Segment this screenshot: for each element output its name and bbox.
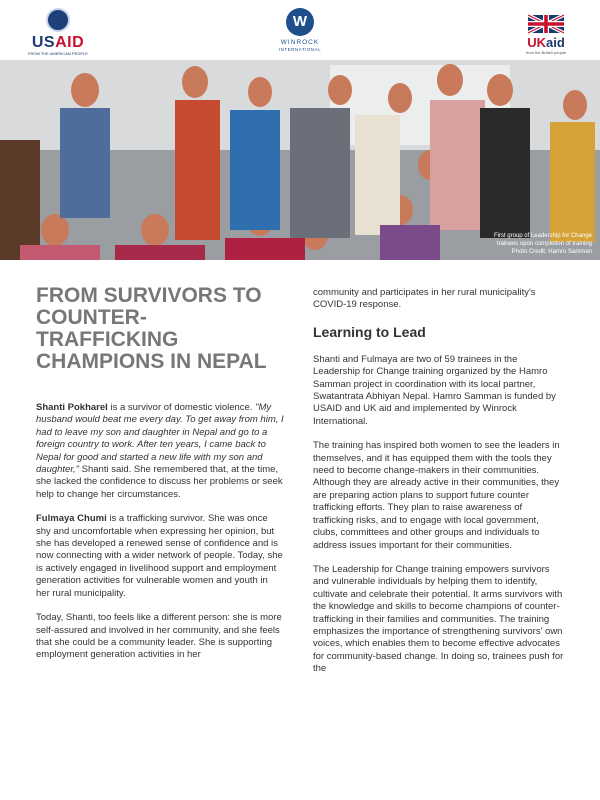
left-column: [36, 402, 284, 674]
winrock-logo: [270, 8, 330, 53]
group-photo-image: [0, 60, 600, 260]
photo-caption: First group of Leadership for Change trainees upon completion of training Photo Credit: Hamro Samman: [493, 233, 592, 255]
usaid-tagline: FROM THE AMERICAN PEOPLE: [28, 51, 88, 56]
paragraph-today: Today, Shanti, too feels like a different person: she is more self-assured and involved in her community, and she feels that she could be a community leader. She is supporting employment generation activities in her: [36, 612, 282, 661]
ukaid-logo: [524, 12, 568, 55]
ukaid-tagline: from the British people: [525, 50, 567, 55]
paragraph-training-inspired: The training has inspired both women to see the leaders in themselves, and it has equipped them with the tools they need to become change-makers in their communities. Although they are already active in their communities, they are preparing action plans to support future counter trafficking efforts. They plan to raise awareness of trafficking risks, and to engage with local government, clubs, committees and other groups and individuals to address issues important for their communities.: [313, 440, 560, 551]
usaid-us: US: [31, 34, 56, 51]
union-jack-flag-icon: [528, 12, 564, 36]
winrock-sub: INTERNATIONAL: [278, 47, 322, 52]
paragraph-continued: community and participates in her rural municipality's COVID-19 response.: [313, 287, 536, 311]
group-photo: [0, 60, 600, 260]
usaid-seal-icon: [46, 8, 70, 32]
winrock-mark: W: [286, 8, 314, 36]
right-column: [313, 287, 565, 688]
paragraph-fulmaya: Fulmaya Chumi is a trafficking survivor. She was once shy and uncomfortable when expressing her opinion, but she has developed a renewed sense of confidence and is now connecting with a wider network of people. Today, she is actively engaged in livelihood support and employment generation activities for vulnerable women and youth in her rural municipality.: [36, 513, 283, 599]
section-heading-learning-to-lead: Learning to Lead: [313, 323, 426, 340]
ukaid-aid: aid: [545, 35, 565, 50]
winrock-name: WINROCK: [280, 39, 320, 46]
paragraph-trainees: Shanti and Fulmaya are two of 59 trainees in the Leadership for Change training organized by the Hamro Samman project in coordination with its local partner, Swatantrata Abhiyan Nepal. Hamro Samman is funded by USAID and UK aid and implemented by Winrock International.: [313, 353, 556, 427]
logo-bar: [0, 0, 600, 60]
usaid-aid: AID: [55, 34, 85, 51]
paragraph-shanti: Shanti Pokharel is a survivor of domestic violence. "My husband would beat me every day. To get away from him, I had to leave my son and daughter in Nepal and go to a foreign country to work. After ten years, I came back to Nepal for good and started a new life with my son and daughter," Shanti said. She remembered that, at the time, she lacked the confidence to discuss her problems or seek help to change her circumstances.: [36, 402, 284, 500]
article-title: FROM SURVIVORS TO COUNTER-TRAFFICKING CHAMPIONS IN NEPAL: [36, 284, 267, 373]
usaid-logo: [28, 8, 88, 56]
paragraph-training-empowers: The Leadership for Change training empowers survivors and vulnerable individuals by helping them to identify, cultivate and celebrate their potential. It arms survivors with the knowledge and skills to become champions of counter-trafficking in their families and communities. The training emphasizes the importance of strengthening survivors' own voices, which enables them to become effective advocates for community-based change. In doing so, trainees push for the: [313, 563, 564, 675]
ukaid-uk: UK: [527, 35, 546, 50]
